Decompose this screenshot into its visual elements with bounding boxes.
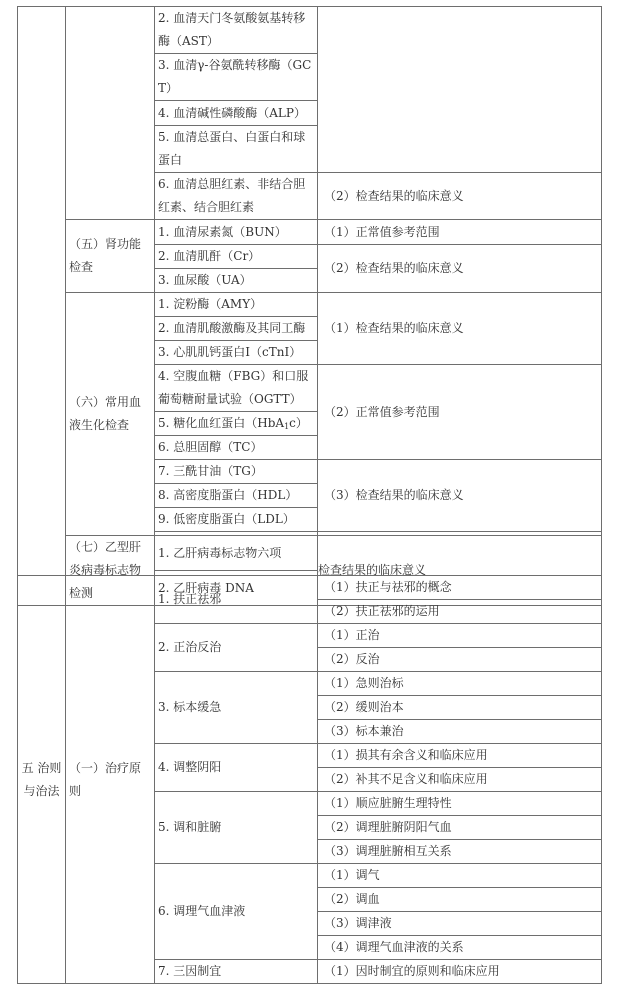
- item-cell: 2. 正治反治: [155, 624, 318, 672]
- item-cell: 8. 高密度脂蛋白（HDL）: [155, 484, 318, 508]
- item-cell: 6. 调理气血津液: [155, 864, 318, 960]
- item-cell: 2. 乙肝病毒 DNA: [155, 571, 318, 606]
- item-cell: 3. 标本缓急: [155, 672, 318, 744]
- item-cell: 7. 三酰甘油（TG）: [155, 460, 318, 484]
- item-cell-hba1c: [155, 412, 318, 436]
- syllabus-table: [17, 6, 602, 606]
- requirement-cell: （1）顺应脏腑生理特性: [318, 792, 602, 816]
- requirement-cell: （3）调理脏腑相互关系: [318, 840, 602, 864]
- requirement-cell: （3）调津液: [318, 912, 602, 936]
- requirement-cell: （2）正常值参考范围: [318, 365, 602, 460]
- item-cell: 6. 血清总胆红素、非结合胆红素、结合胆红素: [155, 173, 318, 220]
- requirement-cell: （3）检查结果的临床意义: [318, 460, 602, 532]
- subunit-cell: （五）肾功能检查: [66, 220, 155, 293]
- item-cell: 1. 血清尿素氮（BUN）: [155, 220, 318, 245]
- item-cell: 7. 三因制宜: [155, 960, 318, 984]
- item-cell: 4. 空腹血糖（FBG）和口服葡萄糖耐量试验（OGTT）: [155, 365, 318, 412]
- requirement-cell: （2）补其不足含义和临床应用: [318, 768, 602, 792]
- requirement-cell: 检查结果的临床意义: [318, 536, 602, 606]
- item-cell: 6. 总胆固醇（TC）: [155, 436, 318, 460]
- requirement-cell: （1）检查结果的临床意义: [318, 293, 602, 365]
- item-cell: 4. 调整阴阳: [155, 744, 318, 792]
- requirement-cell: （4）调理气血津液的关系: [318, 936, 602, 960]
- requirement-cell: （1）扶正与祛邪的概念: [318, 576, 602, 600]
- item-cell: 5. 血清总蛋白、白蛋白和球蛋白: [155, 126, 318, 173]
- item-cell: 9. 低密度脂蛋白（LDL）: [155, 508, 318, 532]
- requirement-cell: （2）检查结果的临床意义: [318, 173, 602, 220]
- requirement-cell: （1）正常值参考范围: [318, 220, 602, 245]
- requirement-cell: （2）调理脏腑阴阳气血: [318, 816, 602, 840]
- requirement-cell: （2）反治: [318, 648, 602, 672]
- requirement-cell: （3）标本兼治: [318, 720, 602, 744]
- subunit-cell-blank: [66, 7, 155, 220]
- item-cell: 2. 血清肌酸激酶及其同工酶: [155, 317, 318, 341]
- item-cell: 4. 血清碱性磷酸酶（ALP）: [155, 101, 318, 126]
- item-cell: 3. 血尿酸（UA）: [155, 269, 318, 293]
- item-cell: 1. 淀粉酶（AMY）: [155, 293, 318, 317]
- requirement-cell: （1）急则治标: [318, 672, 602, 696]
- item-cell: 1. 扶正祛邪: [155, 576, 318, 624]
- requirement-cell: （1）正治: [318, 624, 602, 648]
- requirement-cell: （1）调气: [318, 864, 602, 888]
- syllabus-table-section5: [17, 575, 602, 984]
- item-cell: 5. 调和脏腑: [155, 792, 318, 864]
- unit-cell-blank: [18, 7, 66, 606]
- requirement-cell: （2）检查结果的临床意义: [318, 245, 602, 293]
- requirement-cell: （2）调血: [318, 888, 602, 912]
- subunit-cell: （七）乙型肝炎病毒标志物检测: [66, 536, 155, 606]
- requirement-cell-blank: [318, 7, 602, 173]
- item-cell: 2. 血清天门冬氨酸氨基转移酶（AST）: [155, 7, 318, 54]
- hba1c-suffix: c）: [289, 416, 308, 430]
- hba1c-subscript: 1: [284, 422, 290, 431]
- item-cell: 2. 血清肌酐（Cr）: [155, 245, 318, 269]
- item-cell: 3. 血清γ-谷氨酰转移酶（GCT）: [155, 54, 318, 101]
- requirement-cell: （1）损其有余含义和临床应用: [318, 744, 602, 768]
- hba1c-prefix: 5. 糖化血红蛋白（HbA: [158, 416, 285, 430]
- requirement-cell: （2）缓则治本: [318, 696, 602, 720]
- requirement-cell: （2）扶正祛邪的运用: [318, 600, 602, 624]
- subunit-cell: （一）治疗原则: [66, 576, 155, 984]
- subunit-cell: （六）常用血液生化检查: [66, 293, 155, 536]
- item-cell: 3. 心肌肌钙蛋白Ⅰ（cTnI）: [155, 341, 318, 365]
- item-cell: 1. 乙肝病毒标志物六项: [155, 536, 318, 571]
- unit-cell: 五 治则与治法: [18, 576, 66, 984]
- requirement-cell: （1）因时制宜的原则和临床应用: [318, 960, 602, 984]
